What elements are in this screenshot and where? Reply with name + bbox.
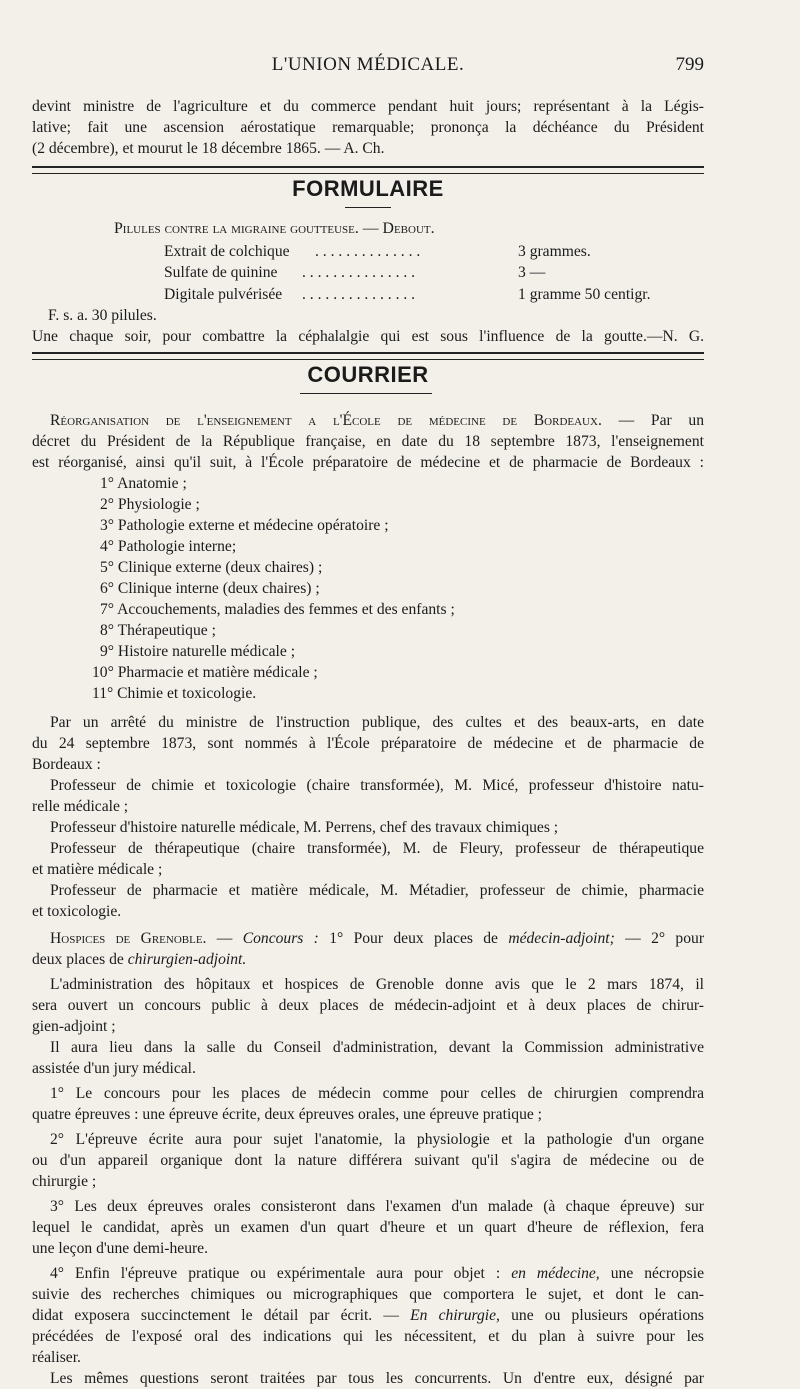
text-line: Professeur d'histoire naturelle médicale, M. Perrens, chef des travaux chimiques ; <box>50 819 559 836</box>
text-line: assistée d'un jury médical. <box>32 1060 196 1077</box>
page-number: 799 <box>675 54 704 75</box>
text-line <box>32 410 704 431</box>
section-divider <box>32 352 704 360</box>
text-line: ou d'un appareil organique dont la nature différera suivant qu'il s'agira de médecine ou de <box>32 1152 704 1169</box>
journal-title: L'UNION MÉDICALE. <box>271 54 465 75</box>
formulaire-title-line <box>32 218 704 239</box>
grenoble-medecin: médecin-adjoint; <box>508 930 615 947</box>
grenoble-title: Hospices de Grenoble. <box>50 930 207 947</box>
fsa-line: F. s. a. 30 pilules. <box>48 307 157 324</box>
p4-part: une nécropsie <box>610 1265 704 1282</box>
text-line: est réorganisé, ainsi qu'il suit, à l'École préparatoire de médecine et de pharmacie de Bordeaux : <box>32 454 704 471</box>
text-line: 2° L'épreuve écrite aura pour sujet l'anatomie, la physiologie et la pathologie d'un organe <box>50 1131 704 1148</box>
text-line: Bordeaux : <box>32 756 101 773</box>
text-line <box>32 928 704 949</box>
p4-part: 4° Enfin l'épreuve pratique ou expérimentale aura pour objet : <box>50 1265 501 1282</box>
text-line: réaliser. <box>32 1349 81 1366</box>
list-item: 7° Accouchements, maladies des femmes et des enfants ; <box>100 601 455 618</box>
text-line: une leçon d'une demi-heure. <box>32 1240 209 1257</box>
recipe-dash: — <box>362 220 379 237</box>
text-line: quatre épreuves : une épreuve écrite, deux épreuves orales, une épreuve pratique ; <box>32 1106 543 1123</box>
text-line: Il aura lieu dans la salle du Conseil d'administration, devant la Commission administrative <box>50 1039 704 1056</box>
list-item: 2° Physiologie ; <box>100 496 200 513</box>
ingredient-name: Sulfate de quinine <box>164 264 278 281</box>
text-line: Professeur de chimie et toxicologie (chaire transformée), M. Micé, professeur d'histoire natu- <box>50 777 704 794</box>
list-item: 8° Thérapeutique ; <box>100 622 216 639</box>
ingredient-name: Digitale pulvérisée <box>164 286 283 303</box>
grenoble-l2a: deux places de <box>32 951 124 968</box>
chairs-list <box>32 473 704 704</box>
p4-part: une ou plusieurs opérations <box>511 1307 704 1324</box>
ingredient-dose: 1 gramme 50 centigr. <box>518 286 651 303</box>
text-line: gien-adjoint ; <box>32 1018 116 1035</box>
p4-part: en médecine, <box>511 1265 600 1282</box>
reorg-tail: — Par un <box>618 412 705 429</box>
text-line: chirurgie ; <box>32 1173 97 1190</box>
grenoble-concours: Concours : <box>242 930 319 947</box>
text-line: et toxicologie. <box>32 903 122 920</box>
text-line <box>32 949 704 970</box>
heading-underline <box>300 393 432 394</box>
text-line <box>32 1263 704 1284</box>
list-item: 5° Clinique externe (deux chaires) ; <box>100 559 323 576</box>
list-item: 1° Anatomie ; <box>100 475 187 492</box>
ingredient-name: Extrait de colchique <box>164 243 290 260</box>
reorg-title: Réorganisation de l'enseignement a l'École de médecine de Bordeaux. <box>50 412 602 429</box>
section-divider <box>32 166 704 174</box>
text-line: et matière médicale ; <box>32 861 163 878</box>
text-line <box>32 1305 704 1326</box>
recipe-instructions <box>32 305 704 347</box>
ingredient-dots: . . . . . . . . . . . . . . <box>315 243 421 260</box>
text-line: relle médicale ; <box>32 798 129 815</box>
text-line: sera ouvert un concours public à deux places de médecin-adjoint et à deux places de chirur- <box>32 997 704 1014</box>
text-line: devint ministre de l'agriculture et du commerce pendant huit jours; représentant à la Légis- <box>32 98 704 115</box>
text-line: lequel le candidat, après un examen d'un quart d'heure et un quart d'heure de réflexion, fera <box>32 1219 704 1236</box>
dosage-note: Une chaque soir, pour combattre la céphalalgie qui est sous l'influence de la goutte.—N. G. <box>32 328 704 345</box>
running-header <box>32 54 704 84</box>
text-line: 1° Le concours pour les places de médecin comme pour celles de chirurgien comprendra <box>50 1085 704 1102</box>
text-line: Par un arrêté du ministre de l'instruction publique, des cultes et des beaux-arts, en date <box>50 714 704 731</box>
ingredient-dose: 3 — <box>518 264 546 281</box>
list-item: 4° Pathologie interne; <box>100 538 237 555</box>
list-item: 6° Clinique interne (deux chaires) ; <box>100 580 320 597</box>
text-line: suivie des recherches chimiques ou micrographiques que comportera le sujet, et dont le can- <box>32 1286 704 1303</box>
recipe-author: Debout. <box>382 220 435 237</box>
grenoble-chirurgien: chirurgien-adjoint. <box>127 951 247 968</box>
formulaire-heading: FORMULAIRE <box>292 176 444 201</box>
text-line: décret du Président de la République française, en date du 18 septembre 1873, l'enseignement <box>32 433 704 450</box>
text-line: L'administration des hôpitaux et hospices de Grenoble donne avis que le 2 mars 1874, il <box>50 976 704 993</box>
p4-part: didat exposera succinctement le détail par écrit. — <box>32 1307 399 1324</box>
text-line: lative; fait une ascension aérostatique remarquable; prononça la déchéance du Président <box>32 119 704 136</box>
heading-underline <box>345 207 391 208</box>
recipe-title: Pilules contre la migraine goutteuse. <box>114 220 359 237</box>
courrier-heading: COURRIER <box>307 362 429 387</box>
text-line: précédées de l'exposé oral des indications qui les nécessitent, et du plan à suivre pour les <box>32 1328 704 1345</box>
intro-paragraph <box>32 96 704 159</box>
text-line: Professeur de thérapeutique (chaire transformée), M. de Fleury, professeur de thérapeutique <box>50 840 704 857</box>
courrier-body <box>32 410 704 1389</box>
grenoble-dash: — <box>216 930 233 947</box>
text-line: Professeur de pharmacie et matière médicale, M. Métadier, professeur de chimie, pharmacie <box>50 882 704 899</box>
ingredient-dose: 3 grammes. <box>518 243 591 260</box>
list-item: 9° Histoire naturelle médicale ; <box>100 643 296 660</box>
list-item: 11° Chimie et toxicologie. <box>92 685 257 702</box>
ingredient-dots: . . . . . . . . . . . . . . . <box>302 286 416 303</box>
text-line: 3° Les deux épreuves orales consisteront dans l'examen d'un malade (à chaque épreuve) sur <box>50 1198 704 1215</box>
text-line: Les mêmes questions seront traitées par tous les concurrents. Un d'entre eux, désigné par <box>50 1370 704 1387</box>
text-line: du 24 septembre 1873, sont nommés à l'École préparatoire de médecine et de pharmacie de <box>32 735 704 752</box>
grenoble-end: — 2° pour <box>625 930 705 947</box>
p4-part: En chirurgie, <box>410 1307 500 1324</box>
text-line: (2 décembre), et mourut le 18 décembre 1865. — A. Ch. <box>32 140 385 157</box>
ingredient-dots: . . . . . . . . . . . . . . . <box>302 264 416 281</box>
list-item: 3° Pathologie externe et médecine opératoire ; <box>100 517 389 534</box>
grenoble-mid: 1° Pour deux places de <box>329 930 498 947</box>
list-item: 10° Pharmacie et matière médicale ; <box>92 664 318 681</box>
